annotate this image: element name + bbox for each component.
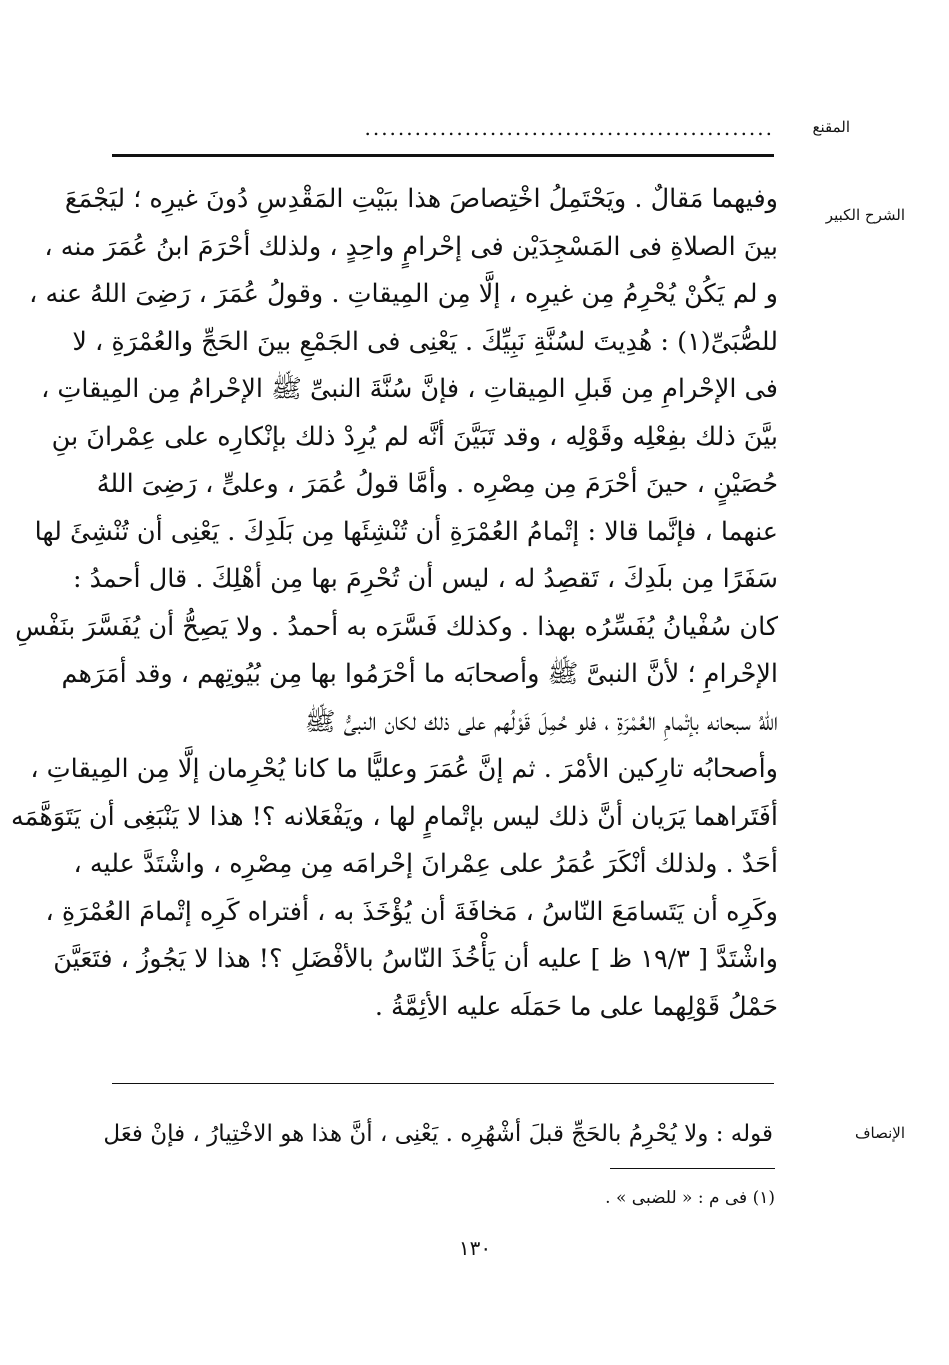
text-line: كان سُفْيانُ يُفَسِّرُه بهذا . وكذلك فَسَّرَه به أحمدُ . ولا يَصِحُّ أن يُفَسَّرَ بنَفْسِ bbox=[15, 611, 778, 642]
page-number: ١٣٠ bbox=[458, 1236, 492, 1260]
text-line: و لم يَكُنْ يُحْرِمُ مِن غيرِه ، إلَّا مِن المِيقاتِ . وقولُ عُمَرَ ، رَضِىَ اللهُ عنه ، bbox=[29, 279, 778, 309]
text-line: وفيهما مَقالٌ . ويَحْتَمِلُ اخْتِصاصَ هذا ببَيْتِ المَقْدِسِ دُونَ غيرِه ؛ ليَجْمَعَ bbox=[64, 184, 778, 214]
main-commentary-text bbox=[10, 176, 778, 1031]
text-line: حُصَيْنٍ ، حينَ أحْرَمَ مِن مِصْرِه . وأمَّا قولُ عُمَرَ ، وعلىٍّ ، رَضِىَ اللهُ bbox=[96, 469, 778, 499]
text-line: عنهما ، فإنَّما قالا : إتْمامُ العُمْرَةِ أن تُنْشِئَها مِن بَلَدِكَ . يَعْنِى أن تُنْشِئَ لها bbox=[34, 516, 778, 547]
text-line: سَفَرًا مِن بلَدِكَ ، تَقصِدُ له ، ليس أن تُحْرِمَ بها مِن أهْلِكَ . قال أحمدُ : bbox=[72, 564, 778, 594]
footnote: (١) فى م : « للضبى » . bbox=[605, 1188, 775, 1208]
text-line: للصُّبَىِّ(١) : هُدِيتَ لسُنَّةِ نَبِيِّكَ . يَعْنِى فى الجَمْعِ بينَ الحَجِّ والعُمْرَةِ ، لا bbox=[72, 326, 778, 357]
text-line: واشْتَدَّ [ ١٩/٣ ظ ] عليه أن يَأْخُذَ النّاسُ بالأفْضَلِ ؟! هذا لا يَجُوزُ ، فتَعَيَّنَ bbox=[53, 944, 778, 974]
text-line: وأصحابُه تارِكين الأمْرَ . ثم إنَّ عُمَرَ وعليًّا ما كانا يُحْرِمان إلَّا مِن المِيقاتِ ، bbox=[30, 754, 778, 784]
header-dotted-leader: ................................................. bbox=[364, 116, 774, 140]
insaf-label: الإنصاف bbox=[854, 1124, 905, 1142]
text-line: بيَّنَ ذلك بفِعْلِه وقَوْلِه ، وقد تَبَيَّنَ أنَّه لم يُرِدْ ذلك بإنْكارِه على عِمْرانَ بنِ bbox=[51, 421, 778, 452]
text-line: أحَدٌ . ولذلك أنْكَرَ عُمَرُ على عِمْرانَ إحْرامَه مِن مِصْرِه ، واشْتَدَّ عليه ، bbox=[73, 849, 778, 879]
text-line: الإحْرامِ ؛ لأنَّ النبىَّ ﷺ وأصحابَه ما أحْرَمُوا بها مِن بُيُوتِهم ، وقد أمَرَهم bbox=[61, 659, 778, 689]
text-line: وكَرِه أن يَتَسامَعَ النّاسُ ، مَخافَةَ أن يُؤْخَذَ به ، أفتراه كَرِه إتْمامَ العُمْرَةِ ، bbox=[45, 896, 778, 927]
footnote-rule bbox=[610, 1168, 775, 1169]
sharh-kabir-label: الشرح الكبير bbox=[825, 206, 905, 224]
text-line: اللهُ سبحانه بإتْمامِ العُمْرَةِ ، فلو حُمِلَ قَوْلُهم على ذلك لكان النبىُّ ﷺ bbox=[304, 706, 778, 737]
book-title: المقنع bbox=[812, 118, 850, 136]
header-rule bbox=[112, 154, 774, 157]
text-line: بينَ الصلاةِ فى المَسْجِدَيْن فى إحْرامٍ واحِدٍ ، ولذلك أحْرَمَ ابنُ عُمَرَ منه ، bbox=[44, 231, 778, 262]
text-line: فى الإحْرامِ مِن قَبلِ المِيقاتِ ، فإنَّ سُنَّةَ النبىِّ ﷺ الإحْرامُ مِن المِيقاتِ ، bbox=[41, 374, 778, 404]
text-line: أفَتَراهما يَرَيان أنَّ ذلك ليس بإتْمامٍ لها ، ويَفْعَلانه ؟! هذا لا يَنْبَغِى أن يَتَوَهَّمَه bbox=[10, 801, 778, 832]
insaf-text: قوله : ولا يُحْرِمُ بالحَجِّ قبلَ أشْهُرِه . يَعْنِى ، أنَّ هذا هو الاخْتِيارُ ، فإنْ فعَل bbox=[103, 1121, 773, 1147]
text-line: حَمْلُ قَوْلِهما على ما حَمَلَه عليه الأئِمَّةُ . bbox=[374, 991, 778, 1022]
section-divider bbox=[112, 1083, 774, 1084]
